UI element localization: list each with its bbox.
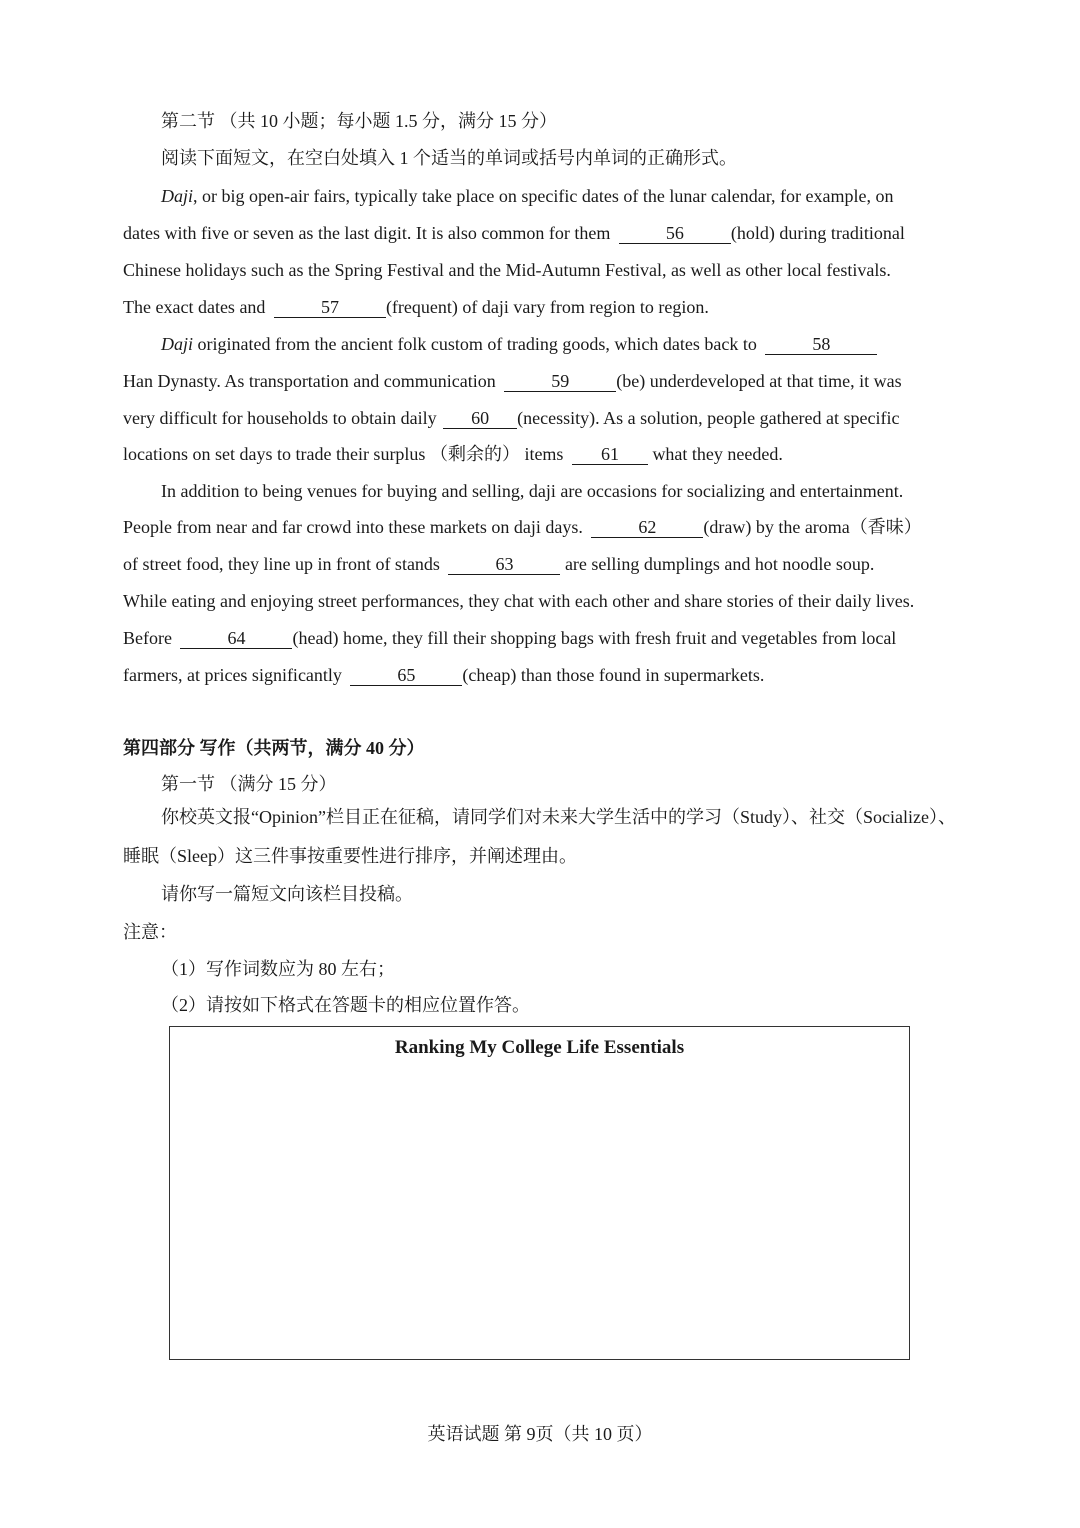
passage-text: are selling dumplings and hot noodle soup.	[560, 554, 875, 574]
passage-text: Han Dynasty. As transportation and communication	[123, 371, 501, 391]
passage-line	[123, 296, 973, 318]
passage-line	[123, 516, 973, 538]
task-text: 睡眠（Sleep）这三件事按重要性进行排序，并阐述理由。	[123, 846, 577, 866]
section-heading: 第二节 （共 10 小题；每小题 1.5 分，满分 15 分）	[161, 111, 557, 131]
passage-text: (draw) by the aroma（香味）	[703, 517, 922, 537]
passage-text: Before	[123, 628, 177, 648]
blank-57[interactable]: 57	[274, 297, 386, 318]
note-label: 注意：	[123, 922, 177, 942]
passage-line	[123, 553, 973, 575]
passage-line	[123, 627, 973, 649]
passage-text: farmers, at prices significantly	[123, 665, 347, 685]
passage-text: (be) underdeveloped at that time, it was	[616, 371, 902, 391]
blank-63[interactable]: 63	[448, 554, 560, 575]
page-footer: 英语试题 第 9页（共 10 页）	[427, 1424, 653, 1444]
term-daji: Daji	[161, 186, 194, 206]
blank-58[interactable]: 58	[765, 334, 877, 355]
passage-text: (head) home, they fill their shopping bags with fresh fruit and vegetables from local	[292, 628, 897, 648]
blank-60[interactable]: 60	[443, 408, 517, 429]
task-text: 请你写一篇短文向该栏目投稿。	[161, 884, 413, 904]
passage-text: , or big open-air fairs, typically take place on specific dates of the lunar calendar, for example, on	[193, 186, 894, 206]
task-text: 你校英文报“Opinion”栏目正在征稿，请同学们对未来大学生活中的学习（Study）、社交（Socialize）、	[161, 807, 956, 827]
note-item: （2）请按如下格式在答题卡的相应位置作答。	[161, 995, 530, 1015]
blank-59[interactable]: 59	[504, 371, 616, 392]
passage-text: what they needed.	[647, 444, 783, 464]
passage-text: of street food, they line up in front of stands	[123, 554, 445, 574]
subsection-heading: 第一节 （满分 15 分）	[161, 774, 337, 794]
blank-61[interactable]: 61	[572, 444, 648, 465]
passage-line	[161, 333, 1011, 355]
essay-title: Ranking My College Life Essentials	[394, 1037, 685, 1058]
essay-answer-box[interactable]	[169, 1026, 910, 1360]
passage-text: (cheap) than those found in supermarkets.	[462, 665, 765, 685]
part-heading: 第四部分 写作（共两节，满分 40 分）	[123, 738, 425, 758]
passage-line	[161, 185, 1011, 207]
passage-line	[123, 664, 973, 686]
passage-text: originated from the ancient folk custom of trading goods, which dates back to	[193, 334, 762, 354]
passage-text: (frequent) of daji vary from region to region.	[385, 297, 709, 317]
blank-65[interactable]: 65	[350, 665, 462, 686]
passage-line	[123, 222, 973, 244]
passage-line	[123, 407, 973, 429]
passage-text: locations on set days to trade their surplus （剩余的） items	[123, 444, 568, 464]
passage-line: While eating and enjoying street performances, they chat with each other and share stories of their daily lives.	[123, 591, 915, 611]
term-daji: Daji	[161, 334, 194, 354]
passage-line: Chinese holidays such as the Spring Festival and the Mid-Autumn Festival, as well as other local festivals.	[123, 260, 891, 280]
passage-text: People from near and far crowd into these markets on daji days.	[123, 517, 588, 537]
passage-line	[123, 370, 973, 392]
blank-62[interactable]: 62	[591, 517, 703, 538]
blank-56[interactable]: 56	[619, 223, 731, 244]
passage-text: (necessity). As a solution, people gathered at specific	[517, 408, 900, 428]
section-instruction: 阅读下面短文，在空白处填入 1 个适当的单词或括号内单词的正确形式。	[161, 148, 737, 168]
blank-64[interactable]: 64	[180, 628, 292, 649]
passage-text: very difficult for households to obtain daily	[123, 408, 442, 428]
passage-text: (hold) during traditional	[730, 223, 905, 243]
passage-line	[123, 443, 973, 465]
passage-text: The exact dates and	[123, 297, 270, 317]
passage-text: dates with five or seven as the last digit. It is also common for them	[123, 223, 615, 243]
passage-line: In addition to being venues for buying and selling, daji are occasions for socializing and entertainment.	[161, 481, 904, 501]
note-item: （1）写作词数应为 80 左右；	[161, 959, 395, 979]
